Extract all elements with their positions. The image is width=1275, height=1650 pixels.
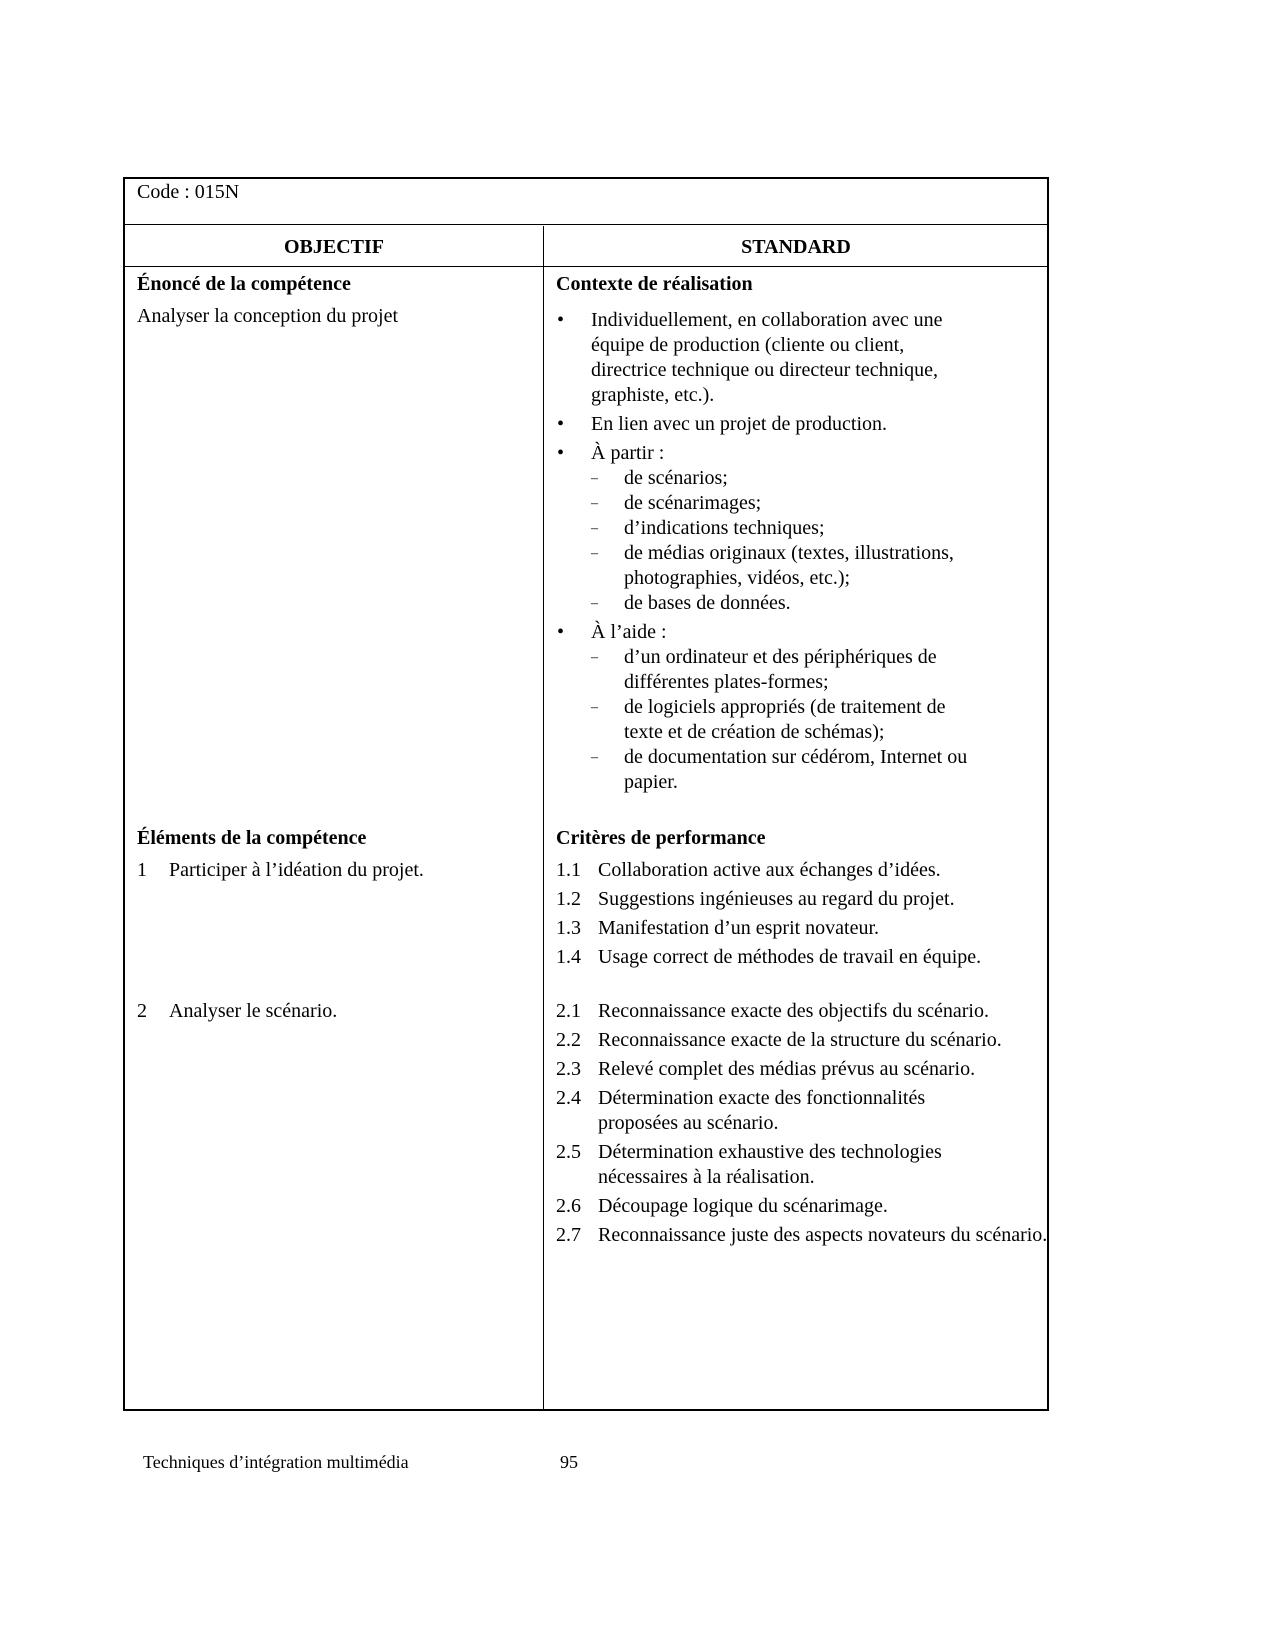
criteres-group-1 (556, 858, 1043, 974)
sub-text: de scénarimages; (624, 492, 762, 514)
sub-item (591, 516, 975, 541)
criterion (556, 1223, 1053, 1248)
criterion-text: Suggestions ingénieuses au regard du projet. (598, 888, 955, 910)
criterion-number: 1.2 (556, 888, 581, 910)
sub-list (591, 645, 975, 795)
criterion-text: Reconnaissance exacte de la structure du scénario. (598, 1029, 1002, 1051)
criterion (556, 916, 1043, 941)
element-number: 1 (137, 859, 147, 881)
criterion-number: 2.6 (556, 1195, 581, 1217)
criteres-group-2 (556, 999, 1088, 1252)
bullet-icon: • (557, 442, 565, 464)
list-item (555, 308, 975, 408)
criterion (556, 887, 1043, 912)
sub-text: de logiciels appropriés (de traitement de texte et de création de schémas); (624, 696, 946, 743)
element-text: Participer à l’idéation du projet. (169, 859, 424, 881)
bullet-icon: • (557, 621, 565, 643)
contexte-heading: Contexte de réalisation (556, 273, 753, 295)
criterion (556, 858, 1043, 883)
criterion-text: Découpage logique du scénarimage. (598, 1195, 888, 1217)
dash-icon: – (591, 521, 598, 536)
dash-icon: – (591, 496, 598, 511)
page-number: 95 (560, 1452, 578, 1472)
criterion-text: Détermination exacte des fonctionnalités proposées au scénario. (598, 1087, 926, 1134)
bullet-icon: • (557, 413, 565, 435)
sub-text: de bases de données. (624, 592, 791, 614)
bullet-icon: • (557, 309, 565, 331)
criterion (556, 999, 1088, 1024)
criterion-text: Relevé complet des médias prévus au scénario. (598, 1058, 976, 1080)
criterion (556, 1194, 1043, 1219)
column-divider (543, 226, 544, 1409)
dash-icon: – (591, 596, 598, 611)
criterion-number: 1.1 (556, 859, 581, 881)
divider (125, 224, 1047, 225)
sub-item (591, 491, 975, 516)
criterion-text: Manifestation d’un esprit novateur. (598, 917, 880, 939)
element-text: Analyser le scénario. (169, 1000, 338, 1022)
criterion-number: 2.3 (556, 1058, 581, 1080)
enonce-heading: Énoncé de la compétence (137, 273, 351, 295)
sub-list (591, 466, 975, 616)
item-text: À l’aide : (591, 621, 667, 643)
dash-icon: – (591, 700, 598, 715)
item-text: À partir : (591, 442, 665, 464)
criterion-text: Reconnaissance juste des aspects novateurs du scénario. (598, 1224, 1048, 1246)
list-item (555, 441, 975, 616)
criterion (556, 945, 1043, 970)
item-text: Individuellement, en collaboration avec une équipe de production (cliente ou client, directrice technique ou directeur technique, graphiste, etc.). (591, 309, 943, 406)
criterion (556, 1140, 1028, 1190)
criterion-number: 2.4 (556, 1087, 581, 1109)
header-objectif: OBJECTIF (283, 236, 385, 258)
dash-icon: – (591, 546, 598, 561)
criteres-heading: Critères de performance (556, 827, 766, 849)
code-label: Code : 015N (137, 181, 240, 203)
criterion-number: 1.4 (556, 946, 581, 968)
criterion (556, 1057, 1088, 1082)
header-standard: STANDARD (741, 236, 851, 258)
element-item (137, 858, 424, 883)
criterion (556, 1028, 1088, 1053)
sub-text: de scénarios; (624, 467, 728, 489)
dash-icon: – (591, 471, 598, 486)
item-text: En lien avec un projet de production. (591, 413, 888, 435)
criterion-number: 2.2 (556, 1029, 581, 1051)
divider (125, 266, 1047, 267)
sub-item (591, 466, 975, 491)
criterion-number: 1.3 (556, 917, 581, 939)
enonce-text: Analyser la conception du projet (137, 305, 399, 327)
sub-item (591, 745, 975, 795)
sub-text: d’un ordinateur et des périphériques de différentes plates-formes; (624, 646, 937, 693)
criterion-text: Reconnaissance exacte des objectifs du scénario. (598, 1000, 989, 1022)
sub-text: de documentation sur cédérom, Internet ou papier. (624, 746, 968, 793)
dash-icon: – (591, 750, 598, 765)
contexte-list (555, 308, 975, 799)
criterion-text: Usage correct de méthodes de travail en équipe. (598, 946, 982, 968)
list-item (555, 620, 975, 795)
criterion-number: 2.5 (556, 1141, 581, 1163)
element-number: 2 (137, 1000, 147, 1022)
sub-item (591, 541, 975, 591)
footer-title: Techniques d’intégration multimédia (143, 1452, 409, 1472)
criterion-text: Collaboration active aux échanges d’idées. (598, 859, 941, 881)
sub-text: d’indications techniques; (624, 517, 825, 539)
element-item (137, 999, 338, 1024)
sub-item (591, 591, 975, 616)
sub-item (591, 695, 975, 745)
criterion-text: Détermination exhaustive des technologies nécessaires à la réalisation. (598, 1141, 942, 1188)
elements-heading: Éléments de la compétence (137, 827, 367, 849)
list-item (555, 412, 975, 437)
criterion-number: 2.1 (556, 1000, 581, 1022)
sub-item (591, 645, 975, 695)
criterion-number: 2.7 (556, 1224, 581, 1246)
sub-text: de médias originaux (textes, illustrations, photographies, vidéos, etc.); (624, 542, 954, 589)
criterion (556, 1086, 1008, 1136)
dash-icon: – (591, 650, 598, 665)
